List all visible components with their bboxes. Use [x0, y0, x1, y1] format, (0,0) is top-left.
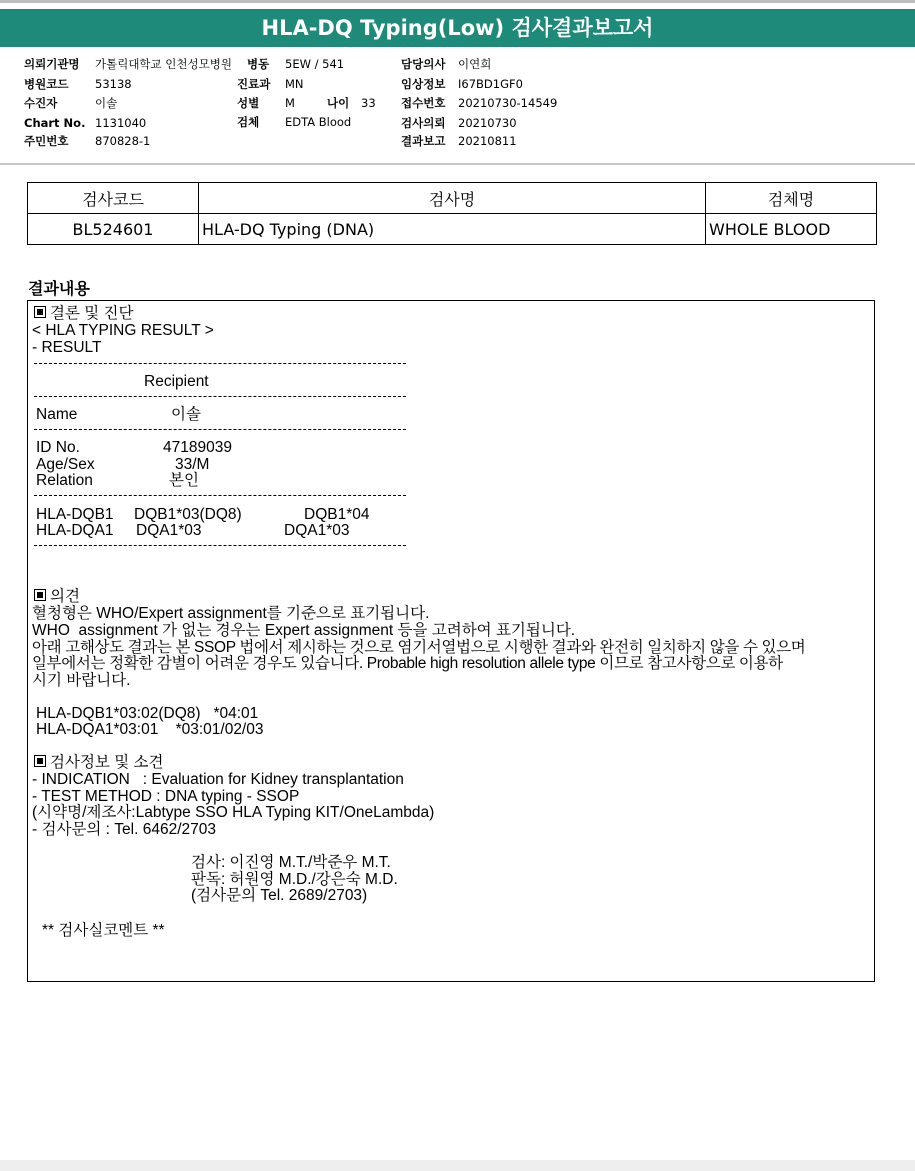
id-label: ID No. [36, 439, 80, 456]
name-value: 이솔 [171, 406, 201, 423]
signer-tester: 검사: 이진영 M.T./박준우 M.T. [191, 854, 391, 871]
inquiry-line: - 검사문의 : Tel. 6462/2703 [32, 821, 216, 838]
signer-contact: (검사문의 Tel. 2689/2703) [191, 887, 368, 904]
reagent-line: (시약명/제조사:Labtype SSO HLA Typing KIT/OneLambda) [32, 804, 435, 821]
high-res-dqb1: HLA-DQB1*03:02(DQ8) *04:01 [36, 705, 259, 722]
info-clinical: 임상정보 I67BD1GF0 [401, 77, 523, 91]
dashed-divider [34, 545, 406, 546]
signer-reader: 판독: 허원영 M.D./강은숙 M.D. [191, 871, 398, 888]
opinion-heading: 의견 [34, 588, 80, 605]
dashed-divider [34, 396, 406, 397]
dqa1-allele-1: DQA1*03 [136, 522, 202, 539]
id-value: 47189039 [163, 439, 232, 456]
results-title: 결과내용 [28, 279, 90, 298]
opinion-line-5: 시기 바랍니다. [32, 672, 131, 689]
table-row [28, 214, 877, 245]
info-institution: 의뢰기관명 가톨릭대학교 인천성모병원 [24, 57, 232, 71]
method-line: - TEST METHOD : DNA typing - SSOP [32, 788, 300, 805]
info-heading: 검사정보 및 소견 [34, 754, 163, 771]
info-report-date: 결과보고 20210811 [401, 134, 517, 148]
cell-test-name: HLA-DQ Typing (DNA) [199, 214, 706, 245]
indication-line: - INDICATION : Evaluation for Kidney transplantation [32, 771, 404, 788]
cell-code: BL524601 [28, 214, 199, 245]
info-patient-name: 수진자 이솔 [24, 96, 118, 110]
dqa1-allele-2: DQA1*03 [284, 522, 350, 539]
col-header-code: 검사코드 [28, 183, 199, 214]
typing-result-title: < HLA TYPING RESULT > [32, 322, 214, 339]
opinion-line-1: 혈청형은 WHO/Expert assignment를 기준으로 표기됩니다. [32, 605, 430, 622]
info-doctor: 담당의사 이연희 [401, 57, 492, 71]
info-age: 나이 33 [327, 96, 376, 110]
dqb1-allele-1: DQB1*03(DQ8) [134, 506, 242, 523]
cell-specimen: WHOLE BLOOD [706, 214, 877, 245]
relation-label: Relation [36, 472, 93, 489]
info-ward: 병동 5EW / 541 [247, 57, 345, 71]
dqb1-label: HLA-DQB1 [36, 506, 114, 523]
dqa1-label: HLA-DQA1 [36, 522, 114, 539]
high-res-dqa1: HLA-DQA1*03:01 *03:01/02/03 [36, 721, 264, 738]
conclusion-heading: 결론 및 진단 [34, 305, 133, 322]
dashed-divider [34, 495, 406, 496]
square-bullet-icon [34, 589, 46, 601]
square-bullet-icon [34, 755, 46, 767]
opinion-line-4: 일부에서는 정확한 감별이 어려운 경우도 있습니다. Probable high resolution allele type 이므로 참고사항으로 이용하 [32, 655, 783, 672]
dashed-divider [34, 363, 406, 364]
info-hospital-code: 병원코드 53138 [24, 77, 132, 91]
col-header-test-name: 검사명 [199, 183, 706, 214]
info-sex: 성별 M [237, 96, 295, 110]
bottom-strip [0, 1160, 915, 1171]
info-department: 진료과 MN [237, 77, 304, 91]
info-receipt-no: 접수번호 20210730-14549 [401, 96, 558, 110]
results-box [27, 300, 875, 982]
patient-info [0, 54, 915, 162]
name-label: Name [36, 406, 78, 423]
test-table [27, 182, 877, 245]
relation-value: 본인 [169, 472, 199, 489]
lab-comment: ** 검사실코멘트 ** [42, 922, 165, 939]
report-title: HLA-DQ Typing(Low) 검사결과보고서 [0, 9, 915, 47]
header-divider [0, 163, 915, 165]
result-label: - RESULT [32, 339, 102, 356]
opinion-line-2: WHO assignment 가 없는 경우는 Expert assignment 등을 고려하여 표기됩니다. [32, 622, 576, 639]
info-request-date: 검사의뢰 20210730 [401, 116, 517, 130]
recipient-heading: Recipient [144, 373, 209, 390]
dqb1-allele-2: DQB1*04 [304, 506, 370, 523]
opinion-line-3: 아래 고해상도 결과는 본 SSOP 법에서 제시하는 것으로 염기서열법으로 시행한 결과와 완전히 일치하지 않을 수 있으며 [32, 639, 806, 656]
square-bullet-icon [34, 306, 46, 318]
dashed-divider [34, 429, 406, 430]
col-header-specimen: 검체명 [706, 183, 877, 214]
info-specimen: 검체 EDTA Blood [237, 115, 352, 129]
top-rule [0, 0, 915, 3]
table-header-row [28, 183, 877, 214]
info-resident-no: 주민번호 870828-1 [24, 134, 151, 148]
info-chart-no: Chart No. 1131040 [24, 116, 147, 130]
agesex-value: 33/M [175, 456, 210, 473]
agesex-label: Age/Sex [36, 456, 95, 473]
